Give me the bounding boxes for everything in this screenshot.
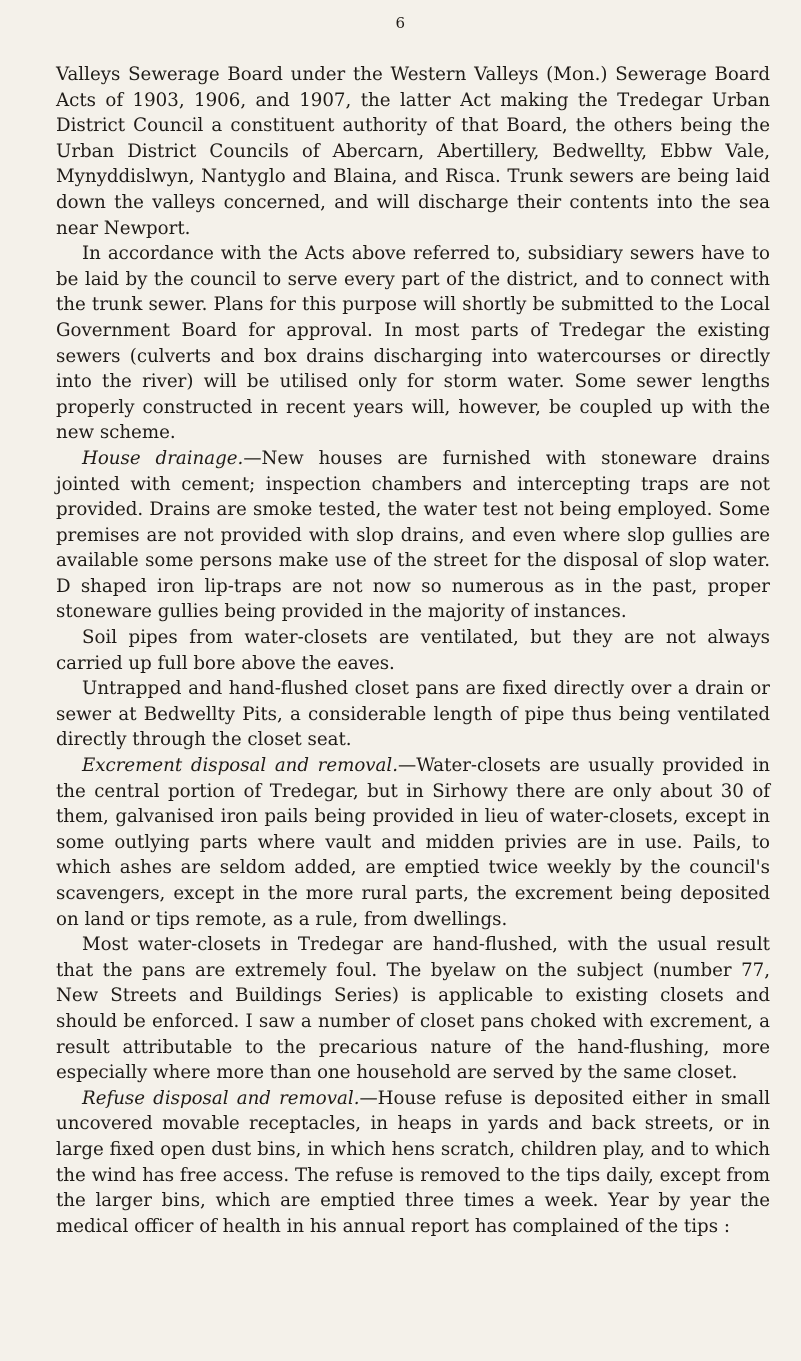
body-text — [56, 62, 770, 1239]
paragraph — [56, 241, 770, 446]
paragraph-text: Valleys Sewerage Board under the Western Valleys (Mon.) Sewerage Board Acts of 1903, 1906, and 1907, the latter Act making the Tredegar Urban District Council a constituent authority of that Board, the others being the Urban District Councils of Abercarn, Abertillery, Bedwellty, Ebbw Vale, Mynyddislwyn, Nantyglo and Blaina, and Risca. Trunk sewers are being laid down the valleys concerned, and will discharge their contents into the sea near Newport. — [56, 64, 770, 239]
paragraph — [56, 1086, 770, 1240]
page-number: 6 — [395, 14, 406, 32]
paragraph — [56, 932, 770, 1086]
paragraph — [56, 676, 770, 753]
paragraph — [56, 753, 770, 932]
paragraph-text: Soil pipes from water-closets are ventilated, but they are not always carried up full bore above the eaves. — [56, 627, 770, 674]
section-heading: Excrement disposal and removal. — [82, 755, 398, 777]
paragraph-text: Most water-closets in Tredegar are hand-flushed, with the usual result that the pans are extremely foul. The byelaw on the subject (number 77, New Streets and Buildings Series) is applicable to existing closets and should be enforced. I saw a number of closet pans choked with excrement, a result attributable to the precarious nature of the hand-flushing, more especially where more than one household are served by the same closet. — [56, 934, 770, 1084]
paragraph-text: —House refuse is deposited either in small uncovered movable receptacles, in heaps in yards and back streets, or in large fixed open dust bins, in which hens scratch, children play, and to which the wind has free access. The refuse is removed to the tips daily, except from the larger bins, which are emptied three times a week. Year by year the medical officer of health in his annual report has complained of the tips : — [56, 1087, 771, 1237]
section-heading: House drainage. — [82, 447, 244, 469]
paragraph-text: Untrapped and hand-flushed closet pans are fixed directly over a drain or sewer at Bedwellty Pits, a considerable length of pipe thus being ventilated directly through the closet seat. — [56, 678, 770, 751]
paragraph-text: —New houses are furnished with stoneware drains jointed with cement; inspection chambers and intercepting traps are not provided. Drains are smoke tested, the water test not being employed. Some premises are not provided with slop drains, and even where slop gullies are available some persons make use of the street for the disposal of slop water. D shaped iron lip-traps are not now so numerous as in the past, proper stoneware gullies being provided in the majority of instances. — [56, 447, 770, 623]
section-heading: Refuse disposal and removal. — [82, 1087, 360, 1109]
paragraph-text: In accordance with the Acts above referred to, subsidiary sewers have to be laid by the council to serve every part of the district, and to connect with the trunk sewer. Plans for this purpose will shortly be submitted to the Local Government Board for approval. In most parts of Tredegar the existing sewers (culverts and box drains discharging into watercourses or directly into the river) will be utilised only for storm water. Some sewer lengths properly constructed in recent years will, however, be coupled up with the new scheme. — [56, 243, 770, 444]
paragraph-text: —Water-closets are usually provided in the central portion of Tredegar, but in Sirhowy there are only about 30 of them, galvanised iron pails being provided in lieu of water-closets, except in some outlying parts where vault and midden privies are in use. Pails, to which ashes are seldom added, are emptied twice weekly by the council's scavengers, except in the more rural parts, the excrement being deposited on land or tips remote, as a rule, from dwellings. — [56, 755, 770, 930]
paragraph — [56, 625, 770, 676]
paragraph — [56, 446, 770, 625]
paragraph — [56, 62, 770, 241]
